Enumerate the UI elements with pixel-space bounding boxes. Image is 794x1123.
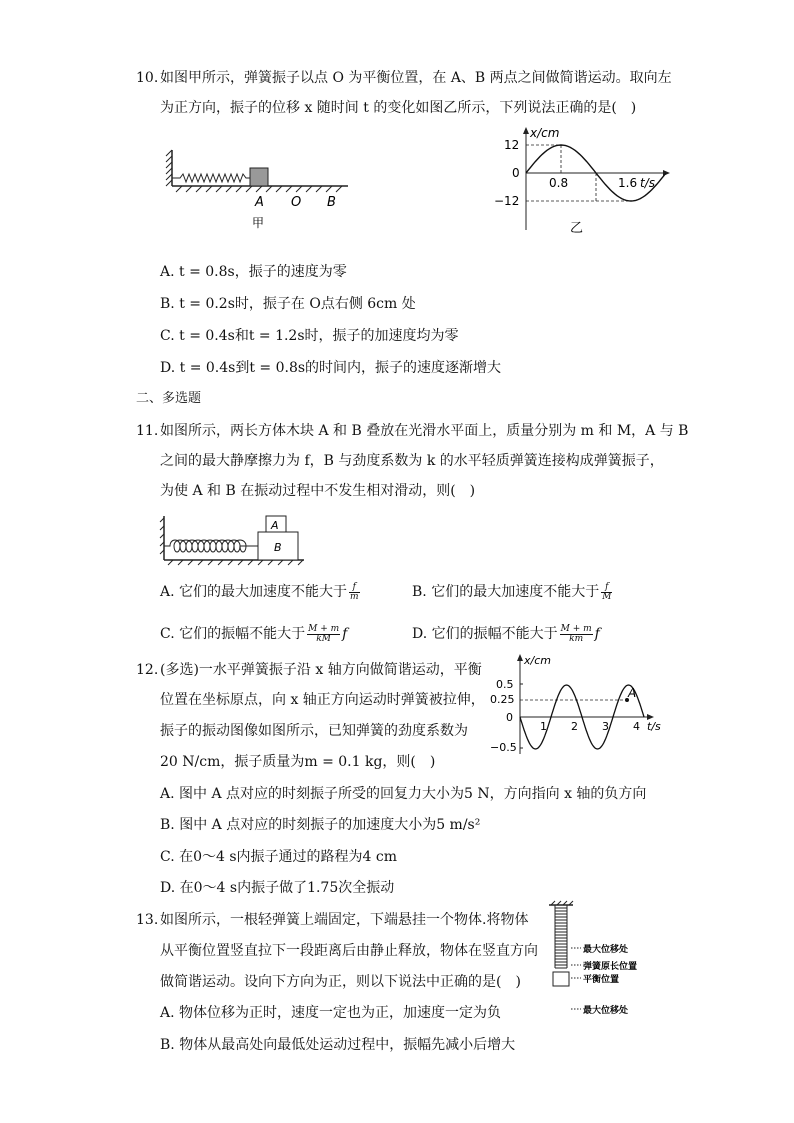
fraction-numerator: f [601, 583, 612, 593]
label-equilibrium: 平衡位置 [583, 975, 620, 985]
caption-yi: 乙 [570, 221, 584, 236]
q11-option-a-text: A. 它们的最大加速度不能大于 [160, 584, 348, 600]
q12-stem-line2: 位置在坐标原点，向 x 轴正方向运动时弹簧被拉伸， [160, 692, 485, 708]
fraction-denominator: m [350, 591, 359, 602]
label-o: O [291, 195, 302, 210]
fraction-denominator: km [569, 633, 584, 644]
q12-graph [490, 650, 670, 760]
q11-option-d-text: D. 它们的振幅不能大于 [412, 626, 558, 642]
q12-stem-line3: 振子的振动图像如图所示，已知弹簧的劲度系数为 [160, 723, 468, 739]
wall-hatch [166, 150, 172, 186]
x-tick-1: 0.8 [549, 176, 569, 190]
spring [172, 174, 250, 182]
q11-number: 11. [136, 423, 159, 439]
q12-stem-line4: 20 N/cm，振子质量为m = 0.1 kg，则( ) [160, 754, 436, 770]
q12-option-a: A. 图中 A 点对应的时刻振子所受的回复力大小为5 N，方向指向 x 轴的负方向 [160, 786, 647, 802]
q12-stem-line1: (多选)一水平弹簧振子沿 x 轴方向做简谐运动，平衡 [160, 662, 482, 678]
q11-option-c [160, 624, 347, 644]
y-tick-0: 0 [506, 711, 513, 724]
q11-option-b [412, 582, 614, 602]
x-tick-2: 1.6 [618, 176, 638, 190]
x-tick-1: 1 [540, 720, 547, 733]
fraction-denominator: M [602, 591, 612, 602]
coil-spring [164, 540, 258, 552]
q10-stem-line2: 为正方向，振子的位移 x 随时间 t 的变化如图乙所示，下列说法正确的是( ) [160, 100, 637, 116]
section-title: 二、多选题 [136, 391, 202, 406]
fraction-numerator: f [349, 583, 360, 593]
y-tick-05: 0.5 [496, 678, 514, 691]
q13-stem-line2: 从平衡位置竖直拉下一段距离后由静止释放，物体在竖直方向 [160, 943, 538, 959]
x-tick-4: 4 [633, 720, 640, 733]
y-tick-pos: 12 [504, 138, 520, 152]
q13-stem-line3: 做简谐运动。设向下方向为正，则以下说法中正确的是( ) [160, 974, 521, 990]
y-axis-arrow [523, 127, 529, 134]
y-axis-label: x/cm [530, 126, 560, 140]
label-b: B [274, 541, 282, 554]
caption-jia: 甲 [252, 216, 265, 230]
q13-stem-line1: 如图所示，一根轻弹簧上端固定，下端悬挂一个物体.将物体 [160, 912, 529, 928]
label-natural-length: 弹簧原长位置 [583, 962, 638, 972]
q11-option-c-fraction [307, 625, 340, 644]
vertical-spring [555, 905, 567, 968]
q11-stem-line2: 之间的最大静摩擦力为 f，B 与劲度系数为 k 的水平轻质弹簧连接构成弹簧振子， [160, 453, 664, 469]
x-axis-label: t/s [647, 720, 661, 733]
label-a: A [271, 519, 279, 532]
q11-option-c-text: C. 它们的振幅不能大于 [160, 626, 306, 642]
label-max-top: 最大位移处 [583, 945, 629, 955]
q13-figure [545, 900, 670, 1025]
q11-option-d-tail: f [594, 626, 600, 642]
q11-option-b-text: B. 它们的最大加速度不能大于 [412, 584, 600, 600]
q10-option-c: C. t = 0.4s和t = 1.2s时，振子的加速度均为零 [160, 328, 459, 344]
y-tick-zero: 0 [512, 166, 520, 180]
q10-figure-yi [490, 124, 675, 239]
q12-option-b: B. 图中 A 点对应的时刻振子的加速度大小为5 m/s² [160, 817, 481, 833]
q10-option-b: B. t = 0.2s时，振子在 O点右侧 6cm 处 [160, 296, 416, 312]
oscillator-block [250, 168, 268, 186]
q11-option-d-fraction [560, 625, 593, 644]
point-a-label: A [628, 686, 637, 700]
y-axis-label: x/cm [524, 654, 551, 667]
x-tick-2: 2 [571, 720, 578, 733]
q10-figure-jia [160, 146, 360, 236]
q11-stem-line1: 如图所示，两长方体木块 A 和 B 叠放在光滑水平面上，质量分别为 m 和 M，A 与 B [160, 423, 689, 439]
y-tick-025: 0.25 [490, 693, 515, 706]
q10-number: 10. [136, 70, 159, 86]
q11-stem-line3: 为使 A 和 B 在振动过程中不发生相对滑动，则( ) [160, 483, 476, 499]
q11-option-c-tail: f [342, 626, 348, 642]
y-tick-neg: −0.5 [490, 741, 517, 754]
q13-option-b: B. 物体从最高处向最低处运动过程中，振幅先减小后增大 [160, 1037, 516, 1053]
q10-option-a: A. t = 0.8s，振子的速度为零 [160, 264, 347, 280]
fraction-denominator: kM [316, 633, 331, 644]
q13-number: 13. [136, 912, 159, 928]
label-b: B [327, 195, 336, 210]
q10-stem-line1: 如图甲所示，弹簧振子以点 O 为平衡位置，在 A、B 两点之间做简谐运动。取向左 [160, 70, 672, 86]
q11-option-a [160, 582, 362, 602]
q13-option-a: A. 物体位移为正时，速度一定也为正，加速度一定为负 [160, 1005, 502, 1021]
q12-option-d: D. 在0～4 s内振子做了1.75次全振动 [160, 880, 395, 896]
label-max-bottom: 最大位移处 [583, 1006, 629, 1016]
label-a: A [255, 195, 264, 210]
hanging-mass [553, 972, 569, 986]
floor-hatch [176, 186, 342, 192]
q11-option-a-fraction [349, 583, 360, 602]
q11-option-d [412, 624, 600, 644]
fraction-numerator: M + m [308, 623, 340, 634]
q10-option-d: D. t = 0.4s到t = 0.8s的时间内，振子的速度逐渐增大 [160, 360, 502, 376]
x-axis-label: t/s [640, 176, 655, 190]
fraction-numerator: M + m [560, 623, 592, 634]
q12-number: 12. [136, 662, 159, 678]
q11-option-b-fraction [601, 583, 612, 602]
y-axis-arrow [517, 654, 523, 661]
y-tick-neg: −12 [494, 194, 520, 208]
q12-option-c: C. 在0～4 s内振子通过的路程为4 cm [160, 849, 398, 865]
q11-figure [158, 510, 308, 566]
x-tick-3: 3 [602, 720, 609, 733]
